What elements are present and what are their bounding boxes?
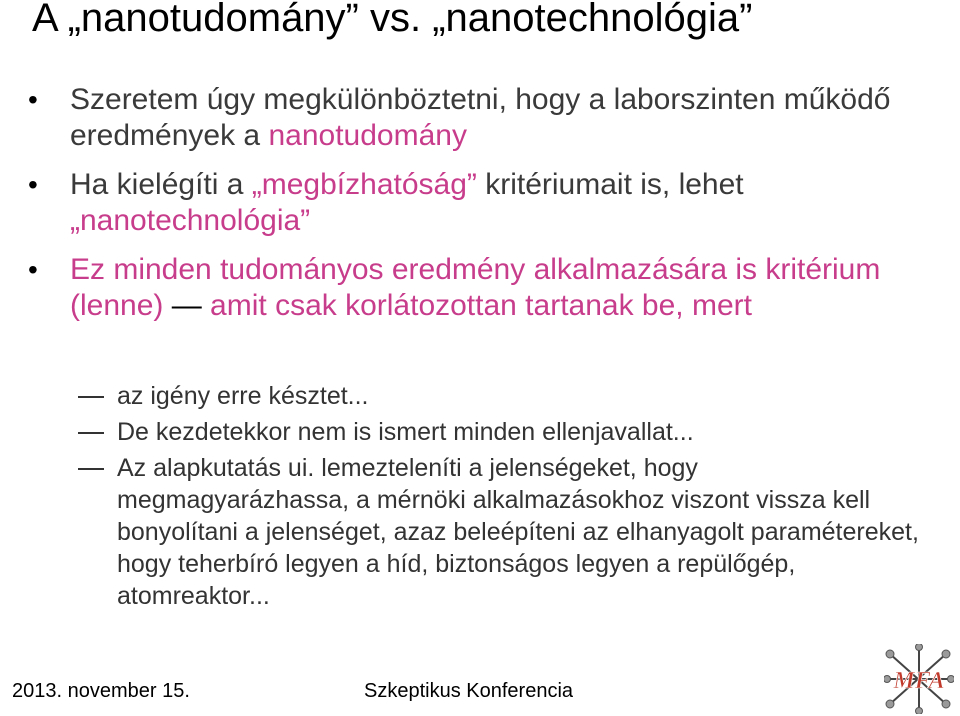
sub-bullet-list [78, 380, 928, 616]
sub-bullet-item: az igény erre késztet... [78, 380, 928, 412]
bullet-text: amit csak korlátozottan tartanak be, mert [201, 289, 752, 322]
bullet-text: kritériumait is, lehet [476, 168, 744, 201]
slide-title: A „nanotudomány” vs. „nanotechnológia” [32, 0, 753, 40]
highlight-term: „nanotechnológia” [70, 204, 311, 237]
bullet-item [28, 252, 928, 324]
highlight-term: „megbízhatóság” [251, 168, 477, 201]
sub-bullet-item: De kezdetekkor nem is ismert minden ellenjavallat... [78, 416, 928, 448]
footer-conference: Szkeptikus Konferencia [364, 680, 574, 702]
main-bullet-list [28, 82, 928, 337]
footer-date: 2013. november 15. [12, 680, 190, 702]
logo-text: MFA [893, 668, 945, 694]
bullet-item [28, 82, 928, 154]
sub-bullet-item: Az alapkutatás ui. lemezteleníti a jelenségeket, hogy megmagyarázhassa, a mérnöki alkalmazásokhoz viszont vissza kell bonyolítani a jelenséget, azaz beleépíteni az elhanyagolt paramétereket, hogy teherbíró legyen a híd, biztonságos legyen a repülőgép, atomreaktor... [78, 452, 928, 612]
mfa-atom-logo-icon [884, 644, 954, 714]
bullet-text: Szeretem úgy megkülönböztetni, hogy a laborszinten működő eredmények a [70, 83, 891, 152]
bullet-text: Ha kielégíti a [70, 168, 252, 201]
bullet-text: Ez minden tudományos eredmény alkalmazására is kritérium (lenne) [70, 253, 881, 322]
dash-separator: — [171, 289, 202, 322]
highlight-term: nanotudomány [268, 119, 467, 152]
bullet-item [28, 167, 928, 239]
